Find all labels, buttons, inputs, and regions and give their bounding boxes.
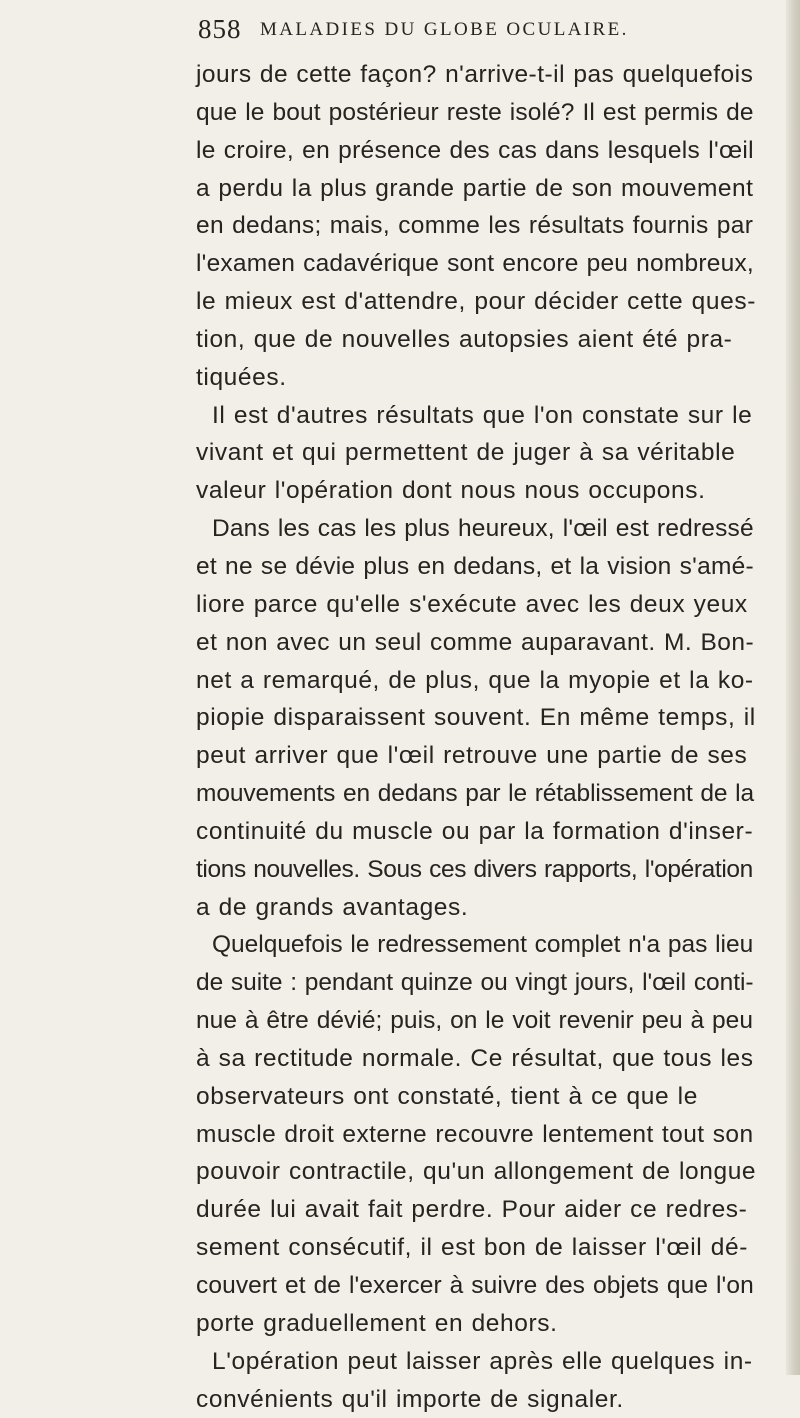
text-line: couvert et de l'exercer à suivre des objets que l'on [196, 1272, 754, 1299]
text-line: peut arriver que l'œil retrouve une partie de ses [196, 742, 748, 770]
text-line: et non avec un seul comme auparavant. M. Bon- [196, 628, 755, 656]
text-line: a perdu la plus grande partie de son mouvement [196, 174, 754, 202]
text-line: continuité du muscle ou par la formation d'inser- [196, 817, 754, 845]
text-line: L'opération peut laisser après elle quelques in- [212, 1347, 753, 1375]
body-text [196, 56, 756, 1418]
text-line: à sa rectitude normale. Ce résultat, que tous les [196, 1044, 754, 1072]
text-line: que le bout postérieur reste isolé? Il est permis de [196, 98, 754, 126]
text-line: le mieux est d'attendre, pour décider cette ques- [196, 288, 756, 316]
text-line: piopie disparaissent souvent. En même temps, il [196, 704, 756, 732]
text-line: en dedans; mais, comme les résultats fournis par [196, 212, 754, 240]
text-line: et ne se dévie plus en dedans, et la vision s'amé- [196, 552, 754, 580]
running-title: MALADIES DU GLOBE OCULAIRE. [260, 19, 629, 40]
text-line: convénients qu'il importe de signaler. [196, 1385, 624, 1413]
text-line: vivant et qui permettent de juger à sa véritable [196, 439, 736, 467]
text-line: Dans les cas les plus heureux, l'œil est redressé [212, 515, 754, 543]
text-line: muscle droit externe recouvre lentement tout son [196, 1120, 754, 1148]
text-line: tion, que de nouvelles autopsies aient été pra- [196, 325, 733, 353]
text-line: le croire, en présence des cas dans lesquels l'œil [196, 136, 754, 164]
text-line: tions nouvelles. Sous ces divers rapports, l'opération [196, 855, 753, 883]
text-line: pouvoir contractile, qu'un allongement de longue [196, 1158, 757, 1186]
text-line: nue à être dévié; puis, on le voit revenir peu à peu [196, 1007, 754, 1035]
page-edge-shadow [786, 0, 800, 1375]
text-line: net a remarqué, de plus, que la myopie et la ko- [196, 666, 754, 694]
text-line: Quelquefois le redressement complet n'a pas lieu [212, 931, 754, 959]
text-line: tiquées. [196, 363, 287, 391]
text-line: liore parce qu'elle s'exécute avec les deux yeux [196, 590, 748, 618]
text-line: durée lui avait fait perdre. Pour aider ce redres- [196, 1196, 748, 1224]
text-line: Il est d'autres résultats que l'on constate sur le [212, 401, 753, 429]
text-line: porte graduellement en dehors. [196, 1309, 558, 1337]
text-line: sement consécutif, il est bon de laisser l'œil dé- [196, 1234, 748, 1262]
text-line: l'examen cadavérique sont encore peu nombreux, [196, 250, 754, 278]
page-number: 858 [198, 14, 242, 44]
page-header [198, 10, 758, 50]
text-line: mouvements en dedans par le rétablissement de la [196, 780, 755, 808]
text-line: valeur l'opération dont nous nous occupons. [196, 477, 706, 505]
text-line: a de grands avantages. [196, 893, 469, 921]
text-line: jours de cette façon? n'arrive-t-il pas quelquefois [196, 61, 754, 88]
text-line: observateurs ont constaté, tient à ce que le [196, 1082, 698, 1110]
text-line: de suite : pendant quinze ou vingt jours, l'œil conti- [196, 969, 754, 997]
